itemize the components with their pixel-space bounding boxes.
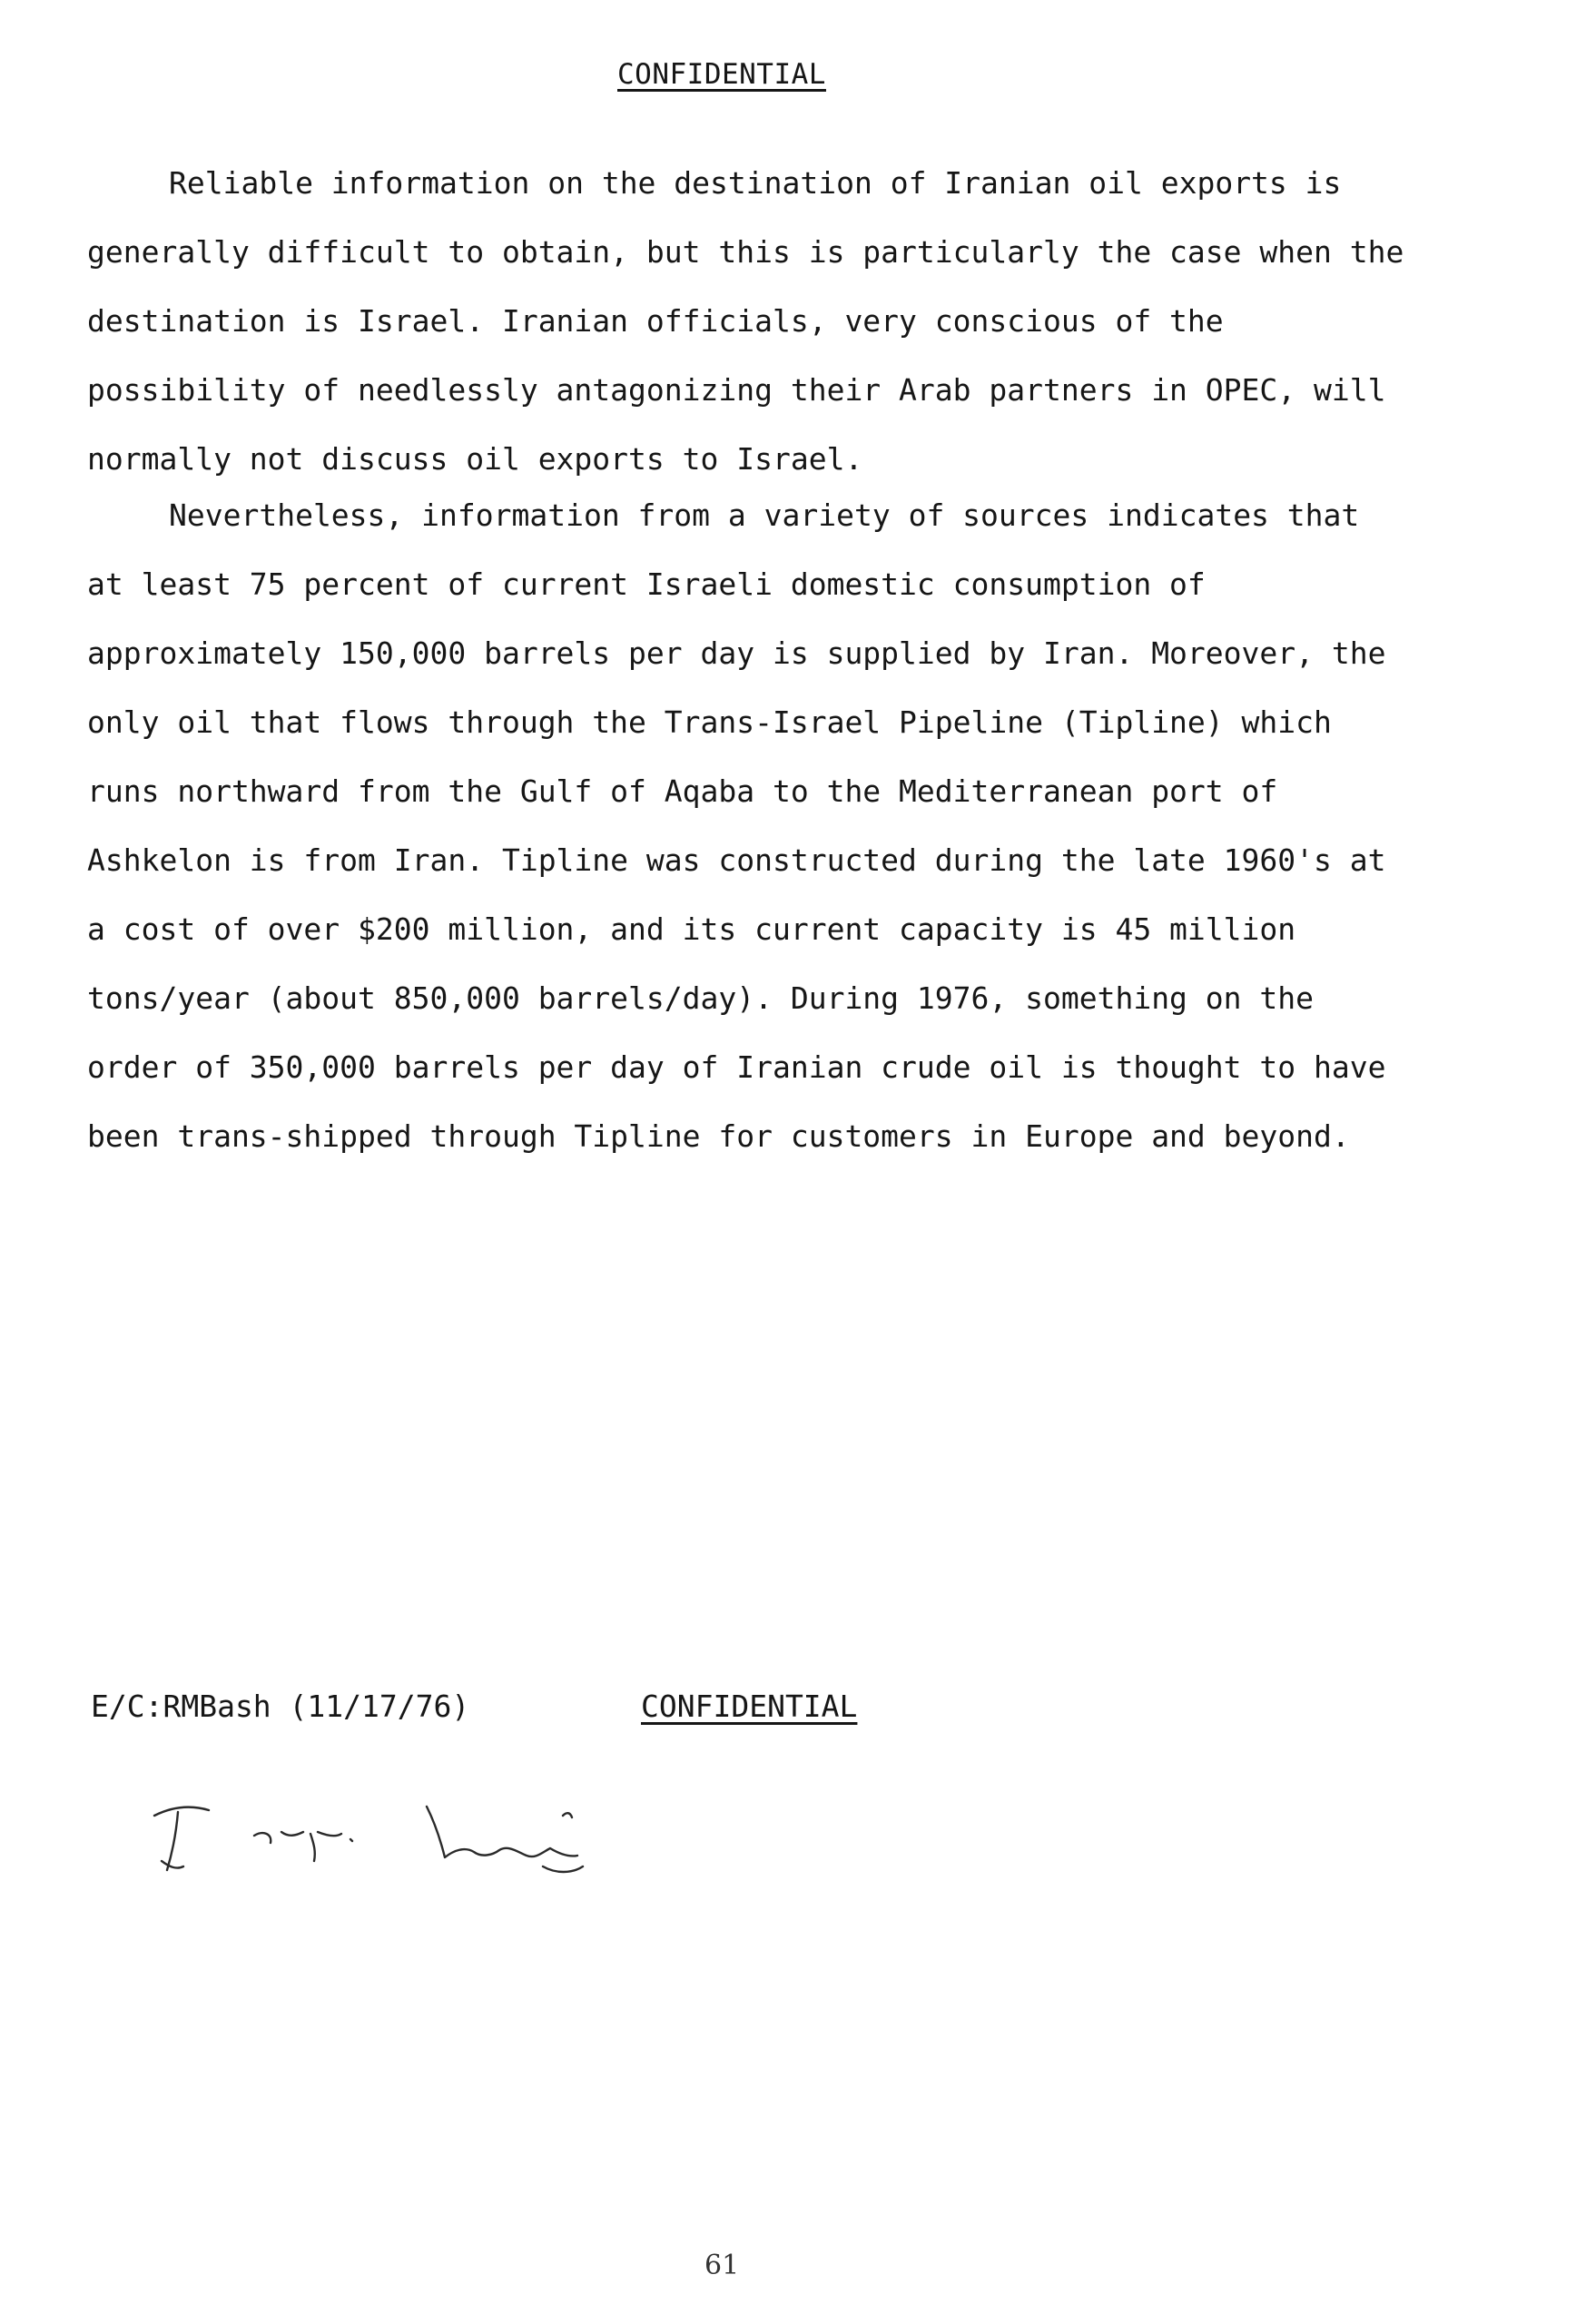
paragraph-2: Nevertheless, information from a variety of sources indicates that at least 75 percent of current Israeli domestic consumption of approximately 150,000 barrels per day is supplied by Iran. Moreover, the only oil that flows through the Trans-Israel Pipeline (Tipline) which runs northward from the Gulf of Aqaba to the Mediterranean port of Ashkelon is from Iran. Tipline was constructed during the late 1960's at a cost of over $200 million, and its current capacity is 45 million tons/year (about 850,000 barrels/day). During 1976, something on the order of 350,000 barrels per day of Iranian crude oil is thought to have been trans-shipped through Tipline for customers in Europe and beyond.: [87, 497, 1386, 1154]
handwritten-note-signature: [136, 1779, 681, 1897]
handwriting-stroke-t: [154, 1807, 209, 1870]
handwriting-stroke-word-3: [427, 1807, 583, 1872]
drafter-line: E/C:RMBash (11/17/76): [91, 1689, 470, 1724]
classification-header: CONFIDENTIAL: [617, 58, 826, 91]
handwriting-stroke-word-2: [254, 1832, 352, 1861]
paragraph-1: Reliable information on the destination of Iranian oil exports is generally difficult to obtain, but this is particularly the case when the destination is Israel. Iranian officials, very conscious of the possibility of needlessly antagonizing their Arab partners in OPEC, will normally not discuss oil exports to Israel.: [87, 165, 1404, 477]
page-number: 61: [704, 2250, 740, 2281]
classification-footer: CONFIDENTIAL: [641, 1689, 858, 1724]
